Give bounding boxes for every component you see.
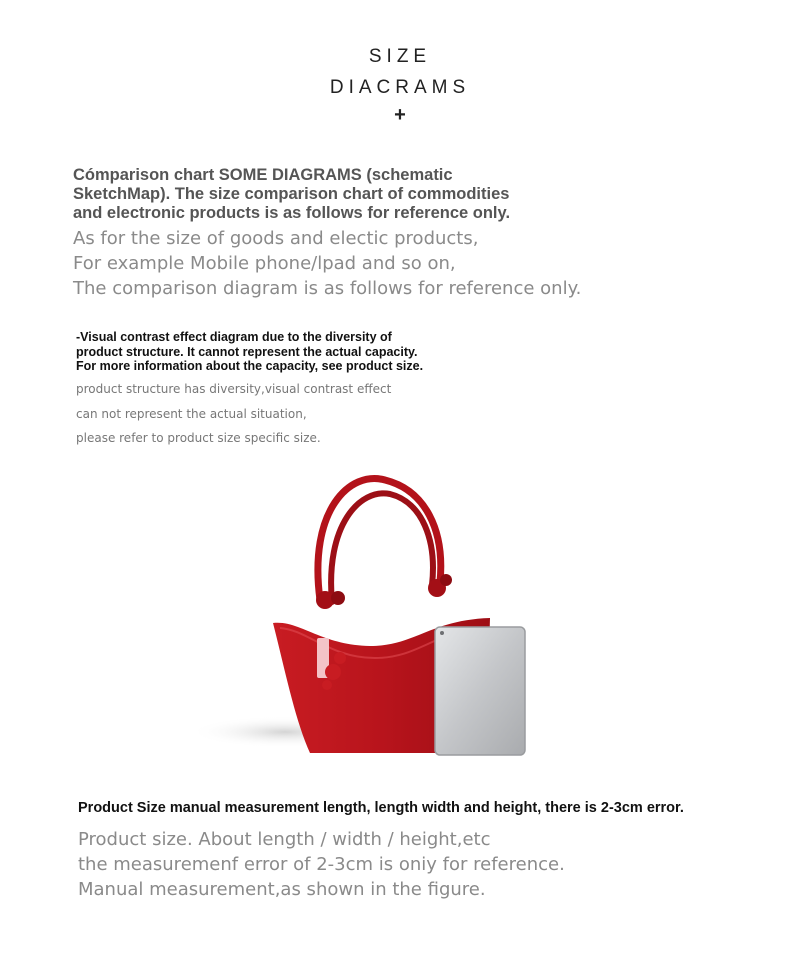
visual-grey-line: can not represent the actual situation, — [76, 406, 307, 421]
comparison-bold-line: Cómparison chart SOME DIAGRAMS (schematic — [73, 166, 453, 184]
visual-bold-line: For more information about the capacity, see product size. — [76, 359, 424, 373]
handbag-illustration — [190, 470, 550, 770]
product-size-grey-line: the measuremenf error of 2-3cm is oniy for reference. — [78, 854, 565, 875]
visual-contrast-grey-text — [76, 377, 391, 451]
visual-grey-line: please refer to product size specific size. — [76, 431, 321, 445]
visual-grey-line: product structure has diversity,visual contrast effect — [76, 382, 392, 396]
comparison-bold-line: SketchMap). The size comparison chart of commodities — [73, 185, 510, 203]
product-size-grey-text — [78, 827, 565, 902]
comparison-grey-line: The comparison diagram is as follows for reference only. — [73, 278, 582, 299]
visual-bold-line: -Visual contrast effect diagram due to the diversity of — [76, 330, 392, 344]
comparison-bold-line: and electronic products is as follows for reference only. — [73, 204, 511, 222]
product-size-bold-text: Product Size manual measurement length, length width and height, there is 2-3cm error. — [78, 800, 684, 816]
page-title-line1: SIZE — [368, 46, 432, 67]
product-size-grey-line: Manual measurement,as shown in the figure. — [78, 879, 486, 900]
page-title-line2: DIACRAMS — [329, 77, 471, 98]
comparison-grey-line: For example Mobile phone/lpad and so on, — [73, 253, 456, 274]
comparison-bold-text — [73, 166, 510, 223]
comparison-grey-line: As for the size of goods and electic products, — [73, 228, 479, 249]
product-size-grey-line: Product size. About length / width / height,etc — [78, 829, 491, 850]
visual-bold-line: product structure. It cannot represent the actual capacity. — [76, 344, 418, 359]
product-illustration — [190, 470, 550, 770]
plus-icon: + — [394, 104, 406, 126]
comparison-grey-text — [73, 226, 581, 301]
tablet-illustration — [435, 627, 525, 755]
visual-contrast-bold-text — [76, 330, 423, 374]
